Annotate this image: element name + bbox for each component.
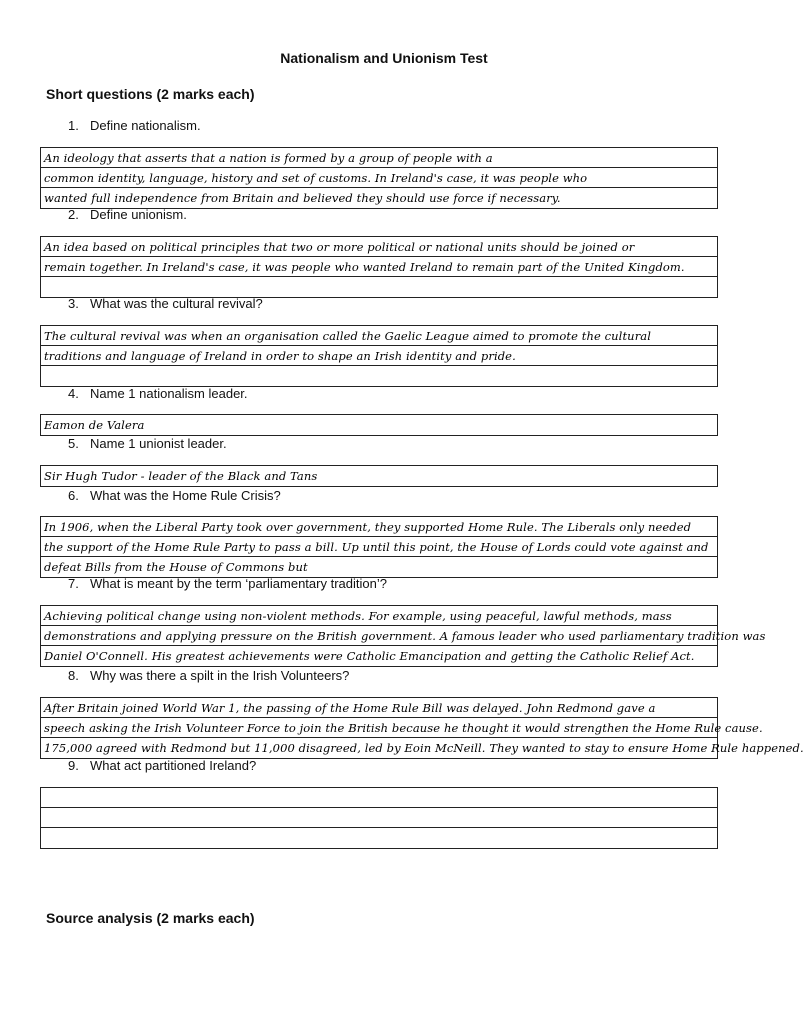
answer-line[interactable] xyxy=(41,277,717,297)
question-text: What was the cultural revival? xyxy=(90,296,263,311)
page-title: Nationalism and Unionism Test xyxy=(280,50,488,66)
question-text: Define unionism. xyxy=(90,207,187,222)
question-number: 5. xyxy=(68,436,79,451)
answer-box-5[interactable] xyxy=(40,465,718,487)
answer-box-7[interactable] xyxy=(40,605,766,667)
question-number: 4. xyxy=(68,386,79,401)
answer-box-2[interactable] xyxy=(40,236,718,298)
question-8 xyxy=(68,668,349,683)
question-6 xyxy=(68,488,281,503)
answer-line[interactable]: Achieving political change using non-violent methods. For example, using peaceful, lawful methods, mass xyxy=(41,606,717,626)
question-number: 3. xyxy=(68,296,79,311)
question-text: What act partitioned Ireland? xyxy=(90,758,257,773)
short-questions-heading: Short questions (2 marks each) xyxy=(46,86,255,102)
answer-line[interactable]: An idea based on political principles that two or more political or national units should be joined or xyxy=(41,237,717,257)
answer-line[interactable] xyxy=(41,808,717,828)
answer-box-4[interactable] xyxy=(40,414,718,436)
answer-line[interactable]: speech asking the Irish Volunteer Force to join the British because he thought it would strengthen the Home Rule cause. xyxy=(41,718,717,738)
answer-line[interactable]: Eamon de Valera xyxy=(44,418,145,432)
question-4 xyxy=(68,386,248,401)
answer-box-1[interactable] xyxy=(40,147,718,209)
answer-line[interactable] xyxy=(41,828,717,848)
answer-box-9[interactable] xyxy=(40,787,718,849)
question-text: Name 1 unionist leader. xyxy=(90,436,227,451)
question-number: 2. xyxy=(68,207,79,222)
answer-line[interactable]: remain together. In Ireland's case, it was people who wanted Ireland to remain part of the United Kingdom. xyxy=(41,257,717,277)
question-text: Why was there a spilt in the Irish Volunteers? xyxy=(90,668,350,683)
answer-line[interactable] xyxy=(41,366,717,386)
answer-line[interactable]: common identity, language, history and set of customs. In Ireland's case, it was people who xyxy=(41,168,717,188)
question-number: 8. xyxy=(68,668,79,683)
question-2 xyxy=(68,207,187,222)
answer-line[interactable]: After Britain joined World War 1, the passing of the Home Rule Bill was delayed. John Redmond gave a xyxy=(41,698,717,718)
answer-line[interactable]: Sir Hugh Tudor - leader of the Black and Tans xyxy=(44,469,318,483)
question-9 xyxy=(68,758,256,773)
answer-line[interactable]: demonstrations and applying pressure on the British government. A famous leader who used parliamentary tradition was xyxy=(41,626,717,646)
answer-line[interactable]: wanted full independence from Britain and believed they should use force if necessary. xyxy=(44,191,561,205)
question-text: Name 1 nationalism leader. xyxy=(90,386,248,401)
question-text: What was the Home Rule Crisis? xyxy=(90,488,281,503)
question-7 xyxy=(68,576,387,591)
answer-line[interactable]: The cultural revival was when an organisation called the Gaelic League aimed to promote the cultural xyxy=(41,326,717,346)
answer-line[interactable]: In 1906, when the Liberal Party took over government, they supported Home Rule. The Liberals only needed xyxy=(41,517,717,537)
question-number: 9. xyxy=(68,758,79,773)
answer-line[interactable]: 175,000 agreed with Redmond but 11,000 disagreed, led by Eoin McNeill. They wanted to stay to ensure Home Rule happened. xyxy=(44,741,804,755)
question-text: What is meant by the term ‘parliamentary tradition’? xyxy=(90,576,387,591)
source-analysis-heading: Source analysis (2 marks each) xyxy=(46,910,255,926)
question-3 xyxy=(68,296,263,311)
question-number: 6. xyxy=(68,488,79,503)
question-number: 1. xyxy=(68,118,79,133)
answer-box-6[interactable] xyxy=(40,516,718,578)
question-number: 7. xyxy=(68,576,79,591)
question-1 xyxy=(68,118,201,133)
answer-line[interactable] xyxy=(41,788,717,808)
question-text: Define nationalism. xyxy=(90,118,201,133)
answer-box-8[interactable] xyxy=(40,697,804,759)
question-5 xyxy=(68,436,227,451)
answer-line[interactable]: traditions and language of Ireland in order to shape an Irish identity and pride. xyxy=(41,346,717,366)
answer-line[interactable]: the support of the Home Rule Party to pass a bill. Up until this point, the House of Lords could vote against and xyxy=(41,537,717,557)
answer-line[interactable]: Daniel O'Connell. His greatest achievements were Catholic Emancipation and getting the Catholic Relief Act. xyxy=(44,649,695,663)
answer-box-3[interactable] xyxy=(40,325,718,387)
answer-line[interactable]: An ideology that asserts that a nation is formed by a group of people with a xyxy=(41,148,717,168)
answer-line[interactable]: defeat Bills from the House of Commons but xyxy=(44,560,308,574)
